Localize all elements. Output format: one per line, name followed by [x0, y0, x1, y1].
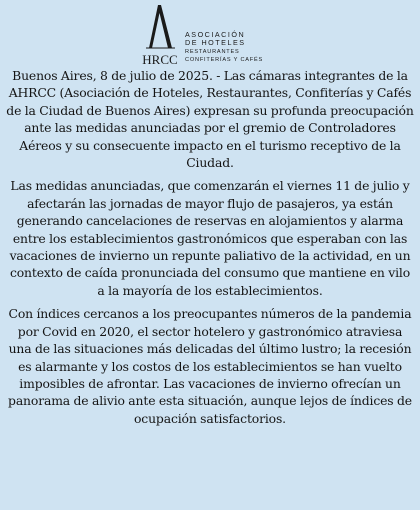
logo-line-2: DE HOTELES: [185, 38, 246, 48]
logo-line-3: RESTAURANTES: [185, 48, 240, 55]
ahrcc-logo: [140, 4, 280, 66]
paragraph-2: Las medidas anunciadas, que comenzarán el viernes 11 de julio y afectarán las jornadas de mayor flujo de pasajeros, ya están generando cancelaciones de reservas en alojamientos y alarma entre los establecimientos gastronómicos que esperaban con las vacaciones de invierno un repunte paliativo de la actividad, en un contexto de caída pronunciada del consumo que mantiene en vilo a la mayoría de los establecimientos.: [9, 178, 411, 298]
logo-wordmark: [185, 31, 263, 65]
logo-line-1: ASOCIACIÓN: [185, 30, 246, 39]
ahrcc-logo-mark: [140, 4, 180, 66]
paragraph-1: Buenos Aires, 8 de julio de 2025. - Las cámaras integrantes de la AHRCC (Asociación de Hoteles, Restaurantes, Confiterías y Cafés de la Ciudad de Buenos Aires) expresan su profunda preocupación ante las medidas anunciadas por el gremio de Controladores Aéreos y su consecuente impacto en el turismo receptivo de la Ciudad.: [6, 68, 414, 171]
logo-acronym: HRCC: [142, 52, 178, 66]
press-release-body: [6, 67, 414, 433]
paragraph-3: Con índices cercanos a los preocupantes números de la pandemia por Covid en 2020, el sector hotelero y gastronómico atraviesa una de las situaciones más delicadas del último lustro; la recesión es alarmante y los costos de los establecimientos se han vuelto imposibles de afrontar. Las vacaciones de invierno ofrecían un panorama de alivio ante esta situación, aunque lejos de índices de ocupación satisfactorios.: [8, 306, 412, 426]
logo-line-4: CONFITERÍAS Y CAFÉS: [185, 57, 264, 64]
